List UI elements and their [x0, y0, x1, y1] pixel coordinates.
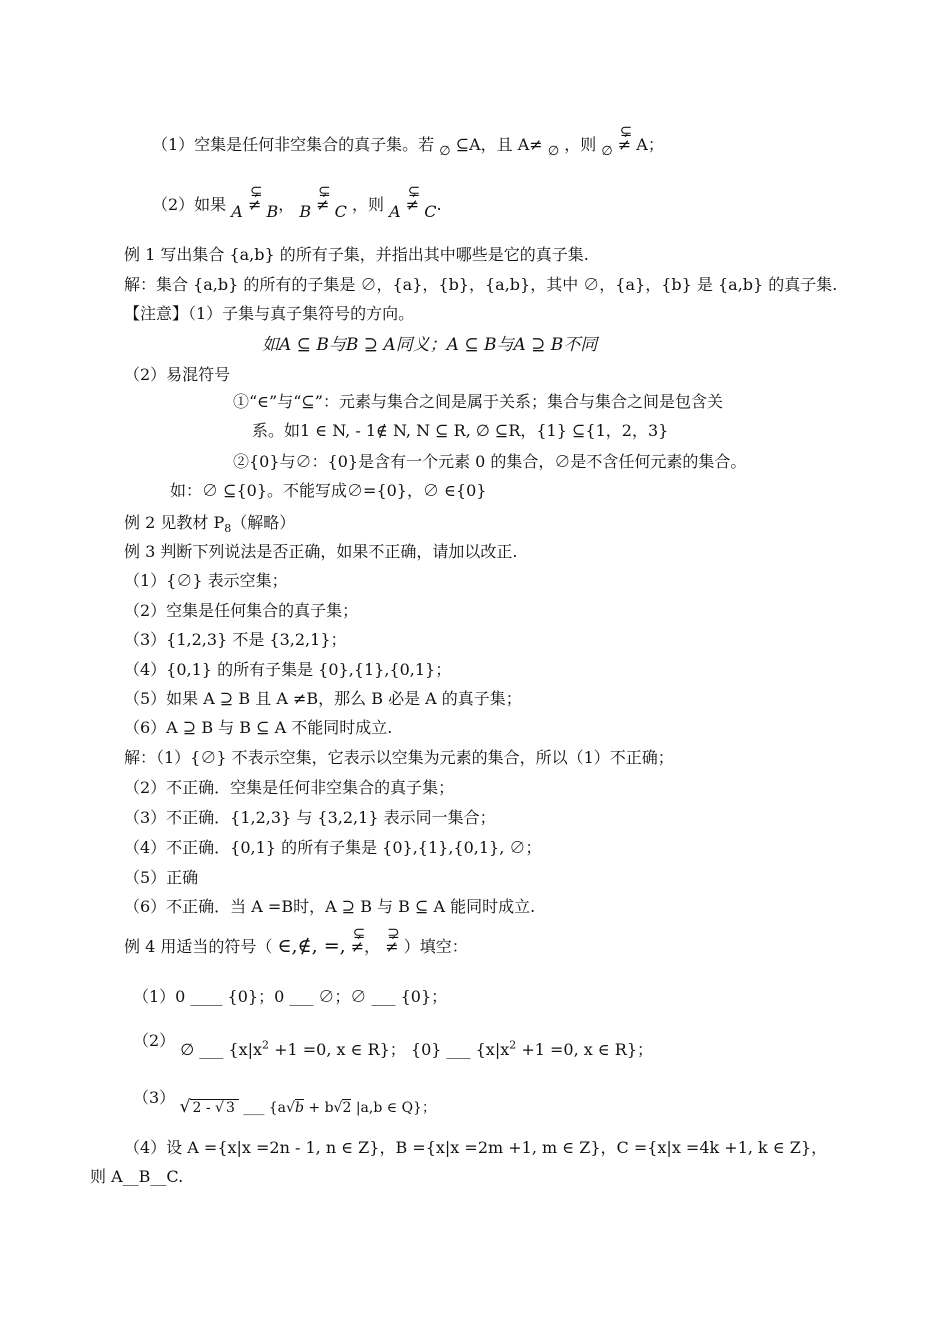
- proper-superset-symbol: [385, 924, 400, 958]
- neq-symbol: ≠: [247, 195, 262, 214]
- proper-subset-top: ⊊: [249, 182, 263, 200]
- radicand: 3: [225, 1100, 235, 1116]
- fill-1: （1）0 ____ {0}；0 ___ ∅；∅ ___ {0}；: [133, 987, 448, 1006]
- solution-1: 解：集合 {a,b} 的所有的子集是 ∅，{a}，{b}，{a,b}，其中 ∅，{a}，{b} 是 {a,b} 的真子集.: [124, 275, 838, 294]
- proper-subset-symbol: [247, 182, 263, 216]
- emptyset-symbol: ∅: [547, 144, 560, 159]
- text: |a,b ∈ Q}；: [351, 1100, 436, 1116]
- example-3: 例 3 判断下列说法是否正确，如果不正确，请加以改正.: [124, 542, 518, 561]
- sqrt-symbol: √: [286, 1100, 295, 1116]
- line-p1: [152, 122, 664, 163]
- text: ，则: [564, 135, 597, 154]
- sqrt-symbol: √: [179, 1097, 191, 1117]
- sqrt-symbol: √: [333, 1100, 343, 1116]
- solution-3-6: （6）不正确．当 A =B时，A ⊇ B 与 B ⊆ A 能同时成立.: [124, 897, 536, 916]
- symbol-list: ∈,∉, =,: [277, 935, 346, 957]
- question-4: （4）{0,1} 的所有子集是 {0},{1},{0,1}；: [124, 660, 452, 679]
- proper-subset-top: ⊊: [407, 182, 421, 200]
- text: ）填空：: [403, 937, 468, 956]
- note-6: 如：∅ ⊆{0}。不能写成∅={0}，∅ ∈{0}: [170, 481, 487, 500]
- proper-subset-top: ⊊: [619, 122, 633, 140]
- fill-2: [133, 1030, 653, 1061]
- comma: ，: [364, 937, 381, 956]
- text: （3）: [133, 1088, 176, 1107]
- text: （解略）: [231, 513, 296, 532]
- note-2: （2）易混符号: [124, 365, 231, 384]
- note-1b: 如A ⊆ B与B ⊇ A同义；A ⊆ B与A ⊇ B不同: [262, 335, 598, 355]
- sqrt-radicand: [190, 1097, 238, 1119]
- question-5: （5）如果 A ⊇ B 且 A ≠B，那么 B 必是 A 的真子集；: [124, 689, 522, 708]
- proper-subset-top: ⊊: [352, 924, 366, 942]
- line-p2: [152, 182, 442, 223]
- text: ，则: [352, 195, 385, 214]
- var-b: B: [299, 202, 312, 221]
- superscript: 2: [262, 1038, 270, 1052]
- solution-3-1: 解：（1）{∅} 不表示空集，它表示以空集为元素的集合，所以（1）不正确；: [124, 748, 674, 767]
- radicand: [190, 1099, 238, 1116]
- proper-superset-top: ⊋: [387, 924, 400, 942]
- fill-3: [133, 1087, 436, 1119]
- superscript: 2: [509, 1038, 517, 1052]
- note-4: 系。如1 ∈ N, - 1∉ N, N ⊆ R, ∅ ⊆R，{1} ⊆{1，2，3}: [252, 421, 669, 440]
- var-c: C: [424, 202, 437, 221]
- neq-symbol: ≠: [617, 135, 632, 154]
- text: 例 4 用适当的符号（: [124, 937, 273, 956]
- example-2: [124, 512, 295, 540]
- fill-4: （4）设 A ={x|x =2n - 1, n ∈ Z}，B ={x|x =2m +1, m ∈ Z}，C ={x|x =4k +1, k ∈ Z}，: [124, 1138, 828, 1157]
- text: ∅ ___ {x|x: [180, 1040, 263, 1059]
- solution-3-2: （2）不正确．空集是任何非空集合的真子集；: [124, 778, 455, 797]
- example-1: 例 1 写出集合 {a,b} 的所有子集，并指出其中哪些是它的真子集.: [124, 245, 589, 264]
- sqrt-symbol: √: [215, 1100, 224, 1116]
- proper-subset-top: ⊊: [318, 182, 331, 200]
- text: + b: [303, 1100, 334, 1116]
- var-c: C: [334, 202, 347, 221]
- example-4: [124, 924, 468, 958]
- comma: ，: [278, 195, 295, 214]
- subscript: 8: [224, 522, 232, 536]
- neq-symbol: ≠: [405, 195, 420, 214]
- neq-symbol: ≠: [316, 195, 330, 214]
- solution-3-3: （3）不正确．{1,2,3} 与 {3,2,1} 表示同一集合；: [124, 808, 496, 827]
- proper-subset-symbol: [350, 924, 366, 958]
- var-b: B: [266, 202, 279, 221]
- text: +1 =0, x ∈ R}；: [516, 1040, 654, 1059]
- neq-symbol: ≠: [350, 937, 365, 956]
- text: （2）: [133, 1031, 176, 1050]
- var-a: A: [389, 202, 401, 221]
- text: 2 -: [192, 1100, 216, 1116]
- text: （2）如果: [152, 195, 227, 214]
- period: .: [436, 195, 442, 214]
- proper-subset-symbol: [316, 182, 331, 216]
- emptyset-symbol: ∅: [439, 144, 451, 159]
- question-1: （1）{∅} 表示空集；: [124, 571, 288, 590]
- note-5: ②{0}与∅：{0}是含有一个元素 0 的集合，∅是不含任何元素的集合。: [233, 452, 747, 471]
- text: +1 =0, x ∈ R}；: [269, 1040, 406, 1059]
- question-2: （2）空集是任何集合的真子集；: [124, 601, 359, 620]
- note-1: 【注意】（1）子集与真子集符号的方向。: [124, 304, 415, 323]
- text: {0} ___ {x|x: [410, 1040, 510, 1059]
- text: ___ {a: [243, 1100, 287, 1116]
- text: ⊆A，且 A≠: [455, 135, 543, 154]
- emptyset-symbol: ∅: [601, 144, 613, 159]
- radicand: 2: [342, 1100, 352, 1116]
- solution-3-4: （4）不正确．{0,1} 的所有子集是 {0},{1},{0,1}, ∅；: [124, 838, 542, 857]
- var-a: A: [231, 202, 243, 221]
- radicand: b: [294, 1100, 304, 1116]
- solution-3-5: （5）正确: [124, 868, 199, 887]
- proper-subset-symbol: [405, 182, 421, 216]
- neq-symbol: ≠: [385, 937, 399, 956]
- proper-subset-symbol: [617, 122, 633, 156]
- question-6: （6）A ⊇ B 与 B ⊆ A 不能同时成立.: [124, 718, 393, 737]
- text: 例 2 见教材 P: [124, 513, 225, 532]
- note-3: ①“∈”与“⊆”：元素与集合之间是属于关系；集合与集合之间是包含关: [233, 392, 723, 411]
- question-3: （3）{1,2,3} 不是 {3,2,1}；: [124, 630, 347, 649]
- fill-4b: 则 A__B__C.: [90, 1167, 184, 1186]
- text: （1）空集是任何非空集合的真子集。若: [152, 135, 435, 154]
- text: A；: [636, 135, 664, 154]
